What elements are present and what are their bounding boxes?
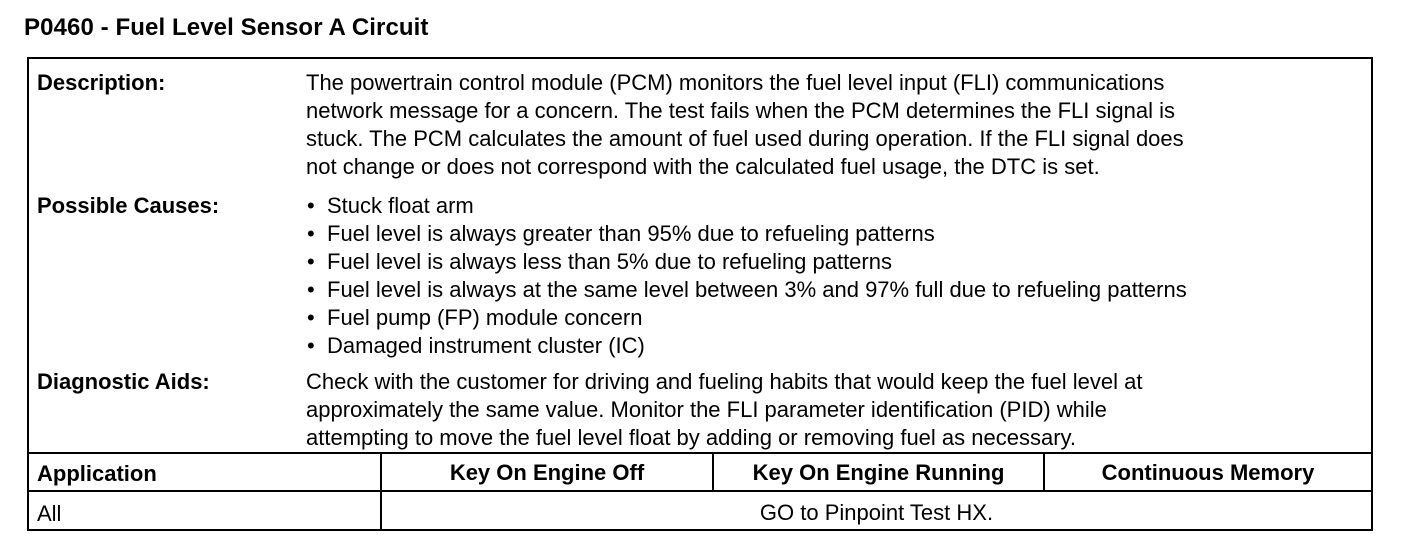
table-header-koeo: Key On Engine Off [449,460,645,485]
description-line: stuck. The PCM calculates the amount of fuel used during operation. If the FLI signal does [306,126,1184,151]
list-item: • Damaged instrument cluster (IC) [303,332,1187,360]
list-item: • Fuel level is always at the same level between 3% and 97% full due to refueling patterns [303,276,1187,304]
diagnostic-aids-line: attempting to move the fuel level float by adding or removing fuel as necessary. [306,425,1077,450]
table-top-divider [29,452,1371,454]
description-line: network message for a concern. The test fails when the PCM determines the FLI signal is [306,98,1175,123]
possible-causes-label: Possible Causes: [37,193,220,218]
list-item: • Fuel level is always greater than 95% due to refueling patterns [303,220,1187,248]
diagnostic-aids-line: approximately the same value. Monitor the FLI parameter identification (PID) while [306,397,1107,422]
table-header-application: Application [37,461,157,486]
dtc-info-box [27,57,1373,531]
diagnostic-aids-line: Check with the customer for driving and fueling habits that would keep the fuel level at [306,369,1143,394]
table-cell-application: All [37,501,62,526]
description-line: not change or does not correspond with the calculated fuel usage, the DTC is set. [306,154,1100,179]
table-header-koer: Key On Engine Running [752,460,1005,485]
list-item: • Fuel pump (FP) module concern [303,304,1187,332]
diagnostic-aids-label: Diagnostic Aids: [37,369,210,394]
description-text [306,69,1366,181]
description-label: Description: [37,70,166,95]
list-item: • Stuck float arm [303,192,1187,220]
diagnostic-aids-text [306,368,1366,452]
list-item: • Fuel level is always less than 5% due to refueling patterns [303,248,1187,276]
table-cell-action: GO to Pinpoint Test HX. [759,500,994,525]
description-line: The powertrain control module (PCM) monitors the fuel level input (FLI) communications [306,70,1165,95]
page-title: P0460 - Fuel Level Sensor A Circuit [24,14,429,41]
table-header-continuous-memory: Continuous Memory [1101,460,1315,485]
table-header-divider [29,490,1371,492]
possible-causes-list [303,192,1187,360]
